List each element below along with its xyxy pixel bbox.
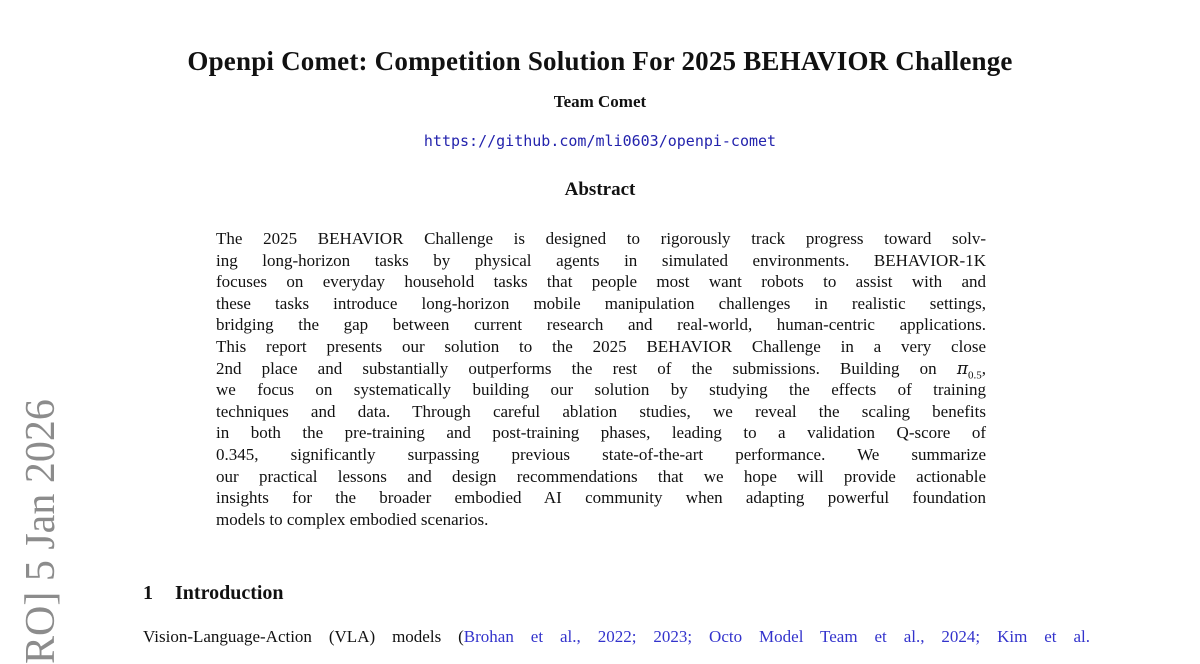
abstract-line: techniques and data. Through careful ablation studies, we reveal the scaling benefits [216, 401, 986, 421]
abstract-line: 0.345, significantly surpassing previous state-of-the-art performance. We summarize [216, 444, 986, 464]
paper-title: Openpi Comet: Competition Solution For 2025 BEHAVIOR Challenge [187, 46, 1013, 77]
abstract-line [216, 358, 986, 380]
abstract-line: insights for the broader embodied AI community when adapting powerful foundation [216, 488, 986, 508]
authors-line: Team Comet [553, 92, 647, 111]
abstract-line-text: , [981, 358, 986, 378]
abstract-line: models to complex embodied scenarios. [216, 509, 489, 529]
arxiv-watermark: RO] 5 Jan 2026 [18, 399, 64, 664]
section-title: Introduction [175, 582, 284, 604]
citation-link[interactable]: Brohan et al., 2022; 2023; Octo Model Team et al., 2024; Kim et al. [463, 627, 1090, 646]
abstract-line: we focus on systematically building our solution by studying the effects of training [216, 380, 986, 400]
abstract-line: The 2025 BEHAVIOR Challenge is designed to rigorously track progress toward solv- [216, 229, 986, 248]
abstract-heading: Abstract [564, 179, 636, 200]
abstract-line: these tasks introduce long-horizon mobile manipulation challenges in realistic settings, [216, 293, 986, 313]
repo-link-line [0, 132, 1200, 150]
section-1-heading [143, 582, 284, 605]
abstract-line: focuses on everyday household tasks that people most want robots to assist with and [216, 272, 986, 292]
intro-text: Vision-Language-Action (VLA) models ( [143, 627, 464, 646]
abstract-line: bridging the gap between current research and real-world, human-centric applications. [216, 315, 986, 335]
abstract-line: in both the pre-training and post-training phases, leading to a validation Q-score of [216, 423, 986, 443]
abstract-body [216, 228, 986, 530]
pi-symbol: π [956, 358, 968, 379]
abstract-line: This report presents our solution to the 2025 BEHAVIOR Challenge in a very close [216, 336, 986, 356]
abstract-line: our practical lessons and design recommendations that we hope will provide actionable [216, 466, 986, 486]
intro-paragraph [143, 626, 1090, 648]
abstract-line-text: 2nd place and substantially outperforms the rest of the submissions. Building on [216, 358, 957, 378]
pi-subscript: 0.5 [968, 368, 982, 381]
github-link[interactable]: https://github.com/mli0603/openpi-comet [423, 132, 777, 150]
abstract-line: ing long-horizon tasks by physical agents in simulated environments. BEHAVIOR-1K [216, 250, 986, 270]
section-number: 1 [143, 582, 153, 604]
